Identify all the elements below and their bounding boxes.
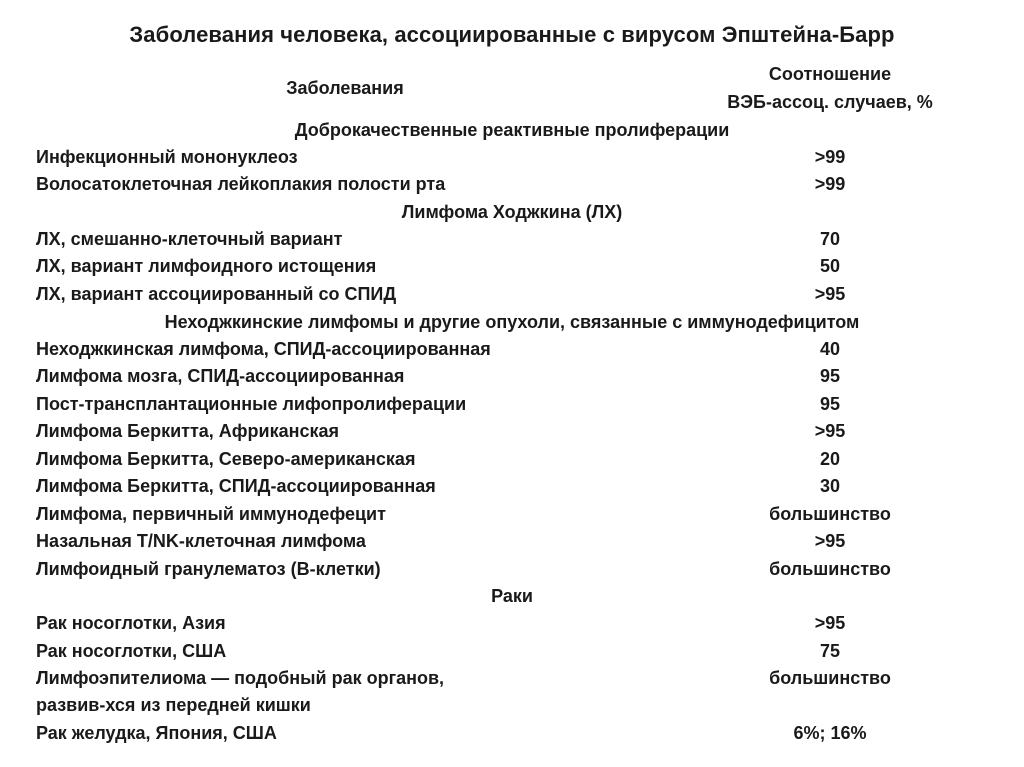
disease-name: развив-хся из передней кишки (36, 695, 311, 715)
disease-name: Лимфоэпителиома — подобный рак органов, (36, 668, 445, 688)
disease-name: Неходжкинская лимфома, СПИД-ассоциированная (36, 339, 491, 359)
section-title: Лимфома Ходжкина (ЛХ) (401, 202, 623, 222)
ratio-value: >99 (814, 174, 846, 194)
disease-name: Лимфома мозга, СПИД-ассоциированная (36, 366, 405, 386)
section-title: Доброкачественные реактивные пролиферации (294, 120, 730, 140)
section-title: Неходжкинские лимфомы и другие опухоли, связанные с иммунодефицитом (164, 312, 860, 332)
table-row (0, 638, 1024, 665)
ratio-value: 95 (819, 366, 841, 386)
table-row (0, 692, 1024, 719)
disease-name: Назальная T/NK-клеточная лимфома (36, 531, 366, 551)
ratio-value: 75 (819, 641, 841, 661)
disease-name: Рак желудка, Япония, США (36, 723, 277, 743)
ratio-value: >95 (814, 421, 846, 441)
table-row (0, 226, 1024, 253)
table-row (0, 528, 1024, 555)
ratio-value: 40 (819, 339, 841, 359)
disease-name: Лимфома, первичный иммунодефецит (36, 504, 386, 524)
disease-name: Волосатоклеточная лейкоплакия полости рта (36, 174, 446, 194)
section-title: Раки (491, 586, 533, 606)
table-row (0, 610, 1024, 637)
table-row (0, 144, 1024, 171)
disease-name: ЛХ, вариант лимфоидного истощения (36, 256, 377, 276)
table-row (0, 665, 1024, 692)
column-header-ratio-line1: Соотношение (768, 64, 892, 84)
disease-name: Лимфома Беркитта, Африканская (36, 421, 340, 441)
table-row (0, 253, 1024, 280)
ratio-value: 30 (819, 476, 841, 496)
ratio-value: 20 (819, 449, 841, 469)
disease-name: ЛХ, вариант ассоциированный со СПИД (36, 284, 397, 304)
ratio-value: >95 (814, 613, 846, 633)
table-row (0, 473, 1024, 500)
disease-name: Инфекционный мононуклеоз (36, 147, 298, 167)
ratio-value: большинство (769, 504, 891, 524)
table-row (0, 281, 1024, 308)
table-row (0, 556, 1024, 583)
table-row (0, 336, 1024, 363)
ratio-value: >99 (814, 147, 846, 167)
page-title: Заболевания человека, ассоциированные с вирусом Эпштейна-Барр (129, 22, 895, 47)
ratio-value: большинство (769, 668, 891, 688)
disease-name: Лимфома Беркитта, Северо-американская (36, 449, 416, 469)
ratio-value: 70 (819, 229, 841, 249)
disease-name: Пост-трансплантационные лифопролиферации (36, 394, 467, 414)
table-row (0, 501, 1024, 528)
table-row (0, 720, 1024, 747)
column-header-ratio-line2: ВЭБ-ассоц. случаев, % (727, 92, 933, 112)
ratio-value: >95 (814, 531, 846, 551)
column-header-disease: Заболевания (286, 78, 404, 98)
disease-name: Рак носоглотки, Азия (36, 613, 226, 633)
table-row (0, 171, 1024, 198)
table-row (0, 363, 1024, 390)
disease-name: Рак носоглотки, США (36, 641, 227, 661)
ratio-value: 50 (819, 256, 841, 276)
ratio-value: >95 (814, 284, 846, 304)
disease-name: ЛХ, смешанно-клеточный вариант (36, 229, 343, 249)
disease-name: Лимфома Беркитта, СПИД-ассоциированная (36, 476, 436, 496)
table-row (0, 446, 1024, 473)
ratio-value: большинство (769, 559, 891, 579)
table-row (0, 391, 1024, 418)
table-row (0, 418, 1024, 445)
disease-name: Лимфоидный гранулематоз (B-клетки) (36, 559, 381, 579)
ratio-value: 95 (819, 394, 841, 414)
ratio-value: 6%; 16% (793, 723, 867, 743)
